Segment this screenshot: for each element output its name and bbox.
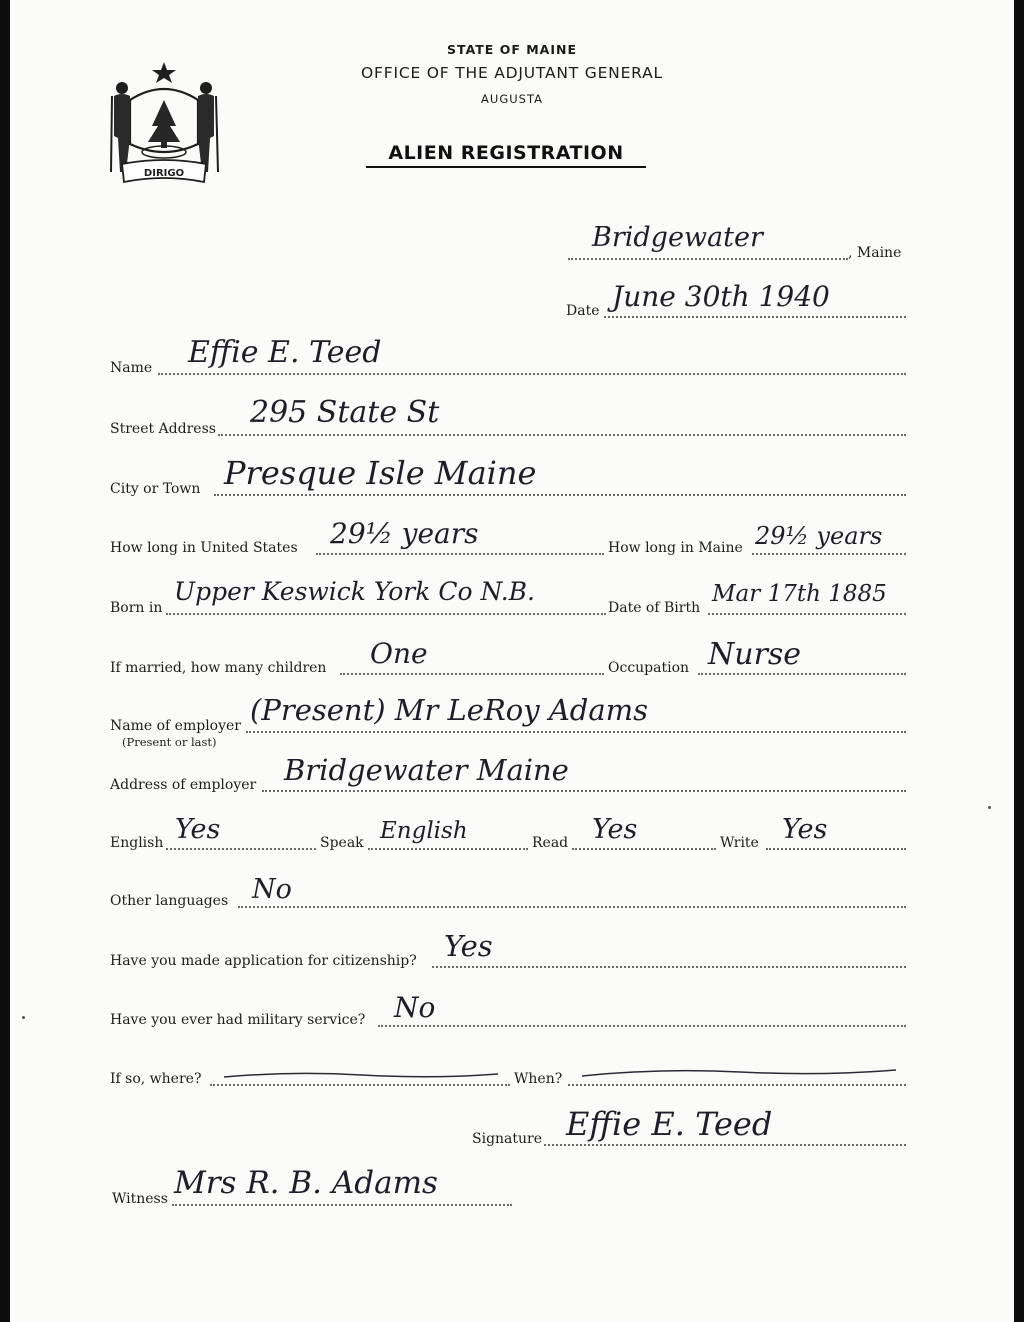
where-label: If so, where? [110, 1071, 202, 1087]
speak-rule [368, 848, 528, 850]
how-long-us-rule [316, 553, 604, 555]
signature-label: Signature [472, 1131, 543, 1147]
header-state: STATE OF MAINE [447, 42, 577, 57]
witness-entry: Mrs R. B. Adams [174, 1165, 438, 1201]
how-long-us-label: How long in United States [110, 540, 298, 556]
born-in-label: Born in [110, 600, 163, 616]
employer-rule [246, 731, 906, 733]
date-label: Date [566, 303, 600, 319]
signature-entry: Effie E. Teed [566, 1105, 773, 1143]
scan-border-right [1014, 0, 1024, 1322]
other-languages-entry: No [252, 874, 292, 905]
street-address-entry: 295 State St [250, 395, 440, 430]
military-service-entry: No [394, 991, 436, 1024]
date-of-birth-entry: Mar 17th 1885 [712, 581, 887, 607]
street-address-rule [218, 434, 906, 436]
town-entry: Bridgewater [592, 222, 763, 253]
date-entry: June 30th 1940 [612, 280, 830, 313]
seal-motto: DIRIGO [143, 168, 185, 179]
military-service-rule [378, 1025, 906, 1027]
citizenship-entry: Yes [444, 929, 493, 963]
write-entry: Yes [782, 814, 828, 845]
scan-speck [988, 806, 991, 809]
read-rule [572, 848, 716, 850]
speak-entry: English [380, 818, 468, 844]
name-label: Name [110, 360, 153, 376]
read-label: Read [532, 835, 569, 851]
citizenship-label: Have you made application for citizenship? [110, 953, 417, 969]
street-address-label: Street Address [110, 421, 216, 437]
witness-rule [172, 1204, 512, 1206]
english-label: English [110, 835, 164, 851]
city-entry: Presque Isle Maine [224, 454, 537, 492]
how-long-maine-rule [752, 553, 906, 555]
other-languages-rule [238, 906, 906, 908]
born-in-rule [166, 613, 606, 615]
occupation-rule [698, 673, 906, 675]
when-dash-stroke [580, 1066, 900, 1080]
employer-address-rule [262, 790, 906, 792]
form-title: ALIEN REGISTRATION [366, 142, 646, 168]
born-in-entry: Upper Keswick York Co N.B. [174, 577, 535, 606]
witness-label: Witness [112, 1191, 168, 1207]
header-city: AUGUSTA [481, 92, 543, 106]
employer-address-label: Address of employer [110, 777, 257, 793]
date-of-birth-label: Date of Birth [608, 600, 701, 616]
date-rule [604, 316, 906, 318]
employer-entry: (Present) Mr LeRoy Adams [250, 693, 649, 727]
employer-label: Name of employer [110, 718, 241, 734]
scan-border-left [0, 0, 10, 1322]
write-label: Write [720, 835, 759, 851]
employer-sublabel: (Present or last) [122, 735, 217, 749]
city-rule [214, 494, 906, 496]
how-long-maine-label: How long in Maine [608, 540, 743, 556]
header-office: OFFICE OF THE ADJUTANT GENERAL [361, 64, 663, 82]
town-rule [568, 258, 848, 260]
when-rule [568, 1084, 906, 1086]
children-rule [340, 673, 604, 675]
name-entry: Effie E. Teed [188, 335, 382, 370]
children-entry: One [370, 637, 428, 670]
children-label: If married, how many children [110, 660, 327, 676]
english-rule [166, 848, 316, 850]
how-long-us-entry: 29½ years [330, 517, 479, 550]
when-label: When? [514, 1071, 563, 1087]
where-rule [210, 1084, 510, 1086]
occupation-label: Occupation [608, 660, 690, 676]
write-rule [766, 848, 906, 850]
date-of-birth-rule [708, 613, 906, 615]
read-entry: Yes [592, 814, 638, 845]
city-label: City or Town [110, 481, 201, 497]
occupation-entry: Nurse [708, 637, 802, 672]
speak-label: Speak [320, 835, 364, 851]
how-long-maine-entry: 29½ years [755, 522, 883, 550]
where-dash-stroke [222, 1068, 502, 1082]
citizenship-rule [432, 966, 906, 968]
employer-address-entry: Bridgewater Maine [284, 753, 569, 787]
scan-speck [22, 1016, 25, 1019]
name-rule [158, 373, 906, 375]
town-suffix-label: , Maine [848, 245, 902, 261]
military-service-label: Have you ever had military service? [110, 1012, 366, 1028]
other-languages-label: Other languages [110, 893, 229, 909]
english-entry: Yes [175, 814, 221, 845]
signature-rule [544, 1144, 906, 1146]
